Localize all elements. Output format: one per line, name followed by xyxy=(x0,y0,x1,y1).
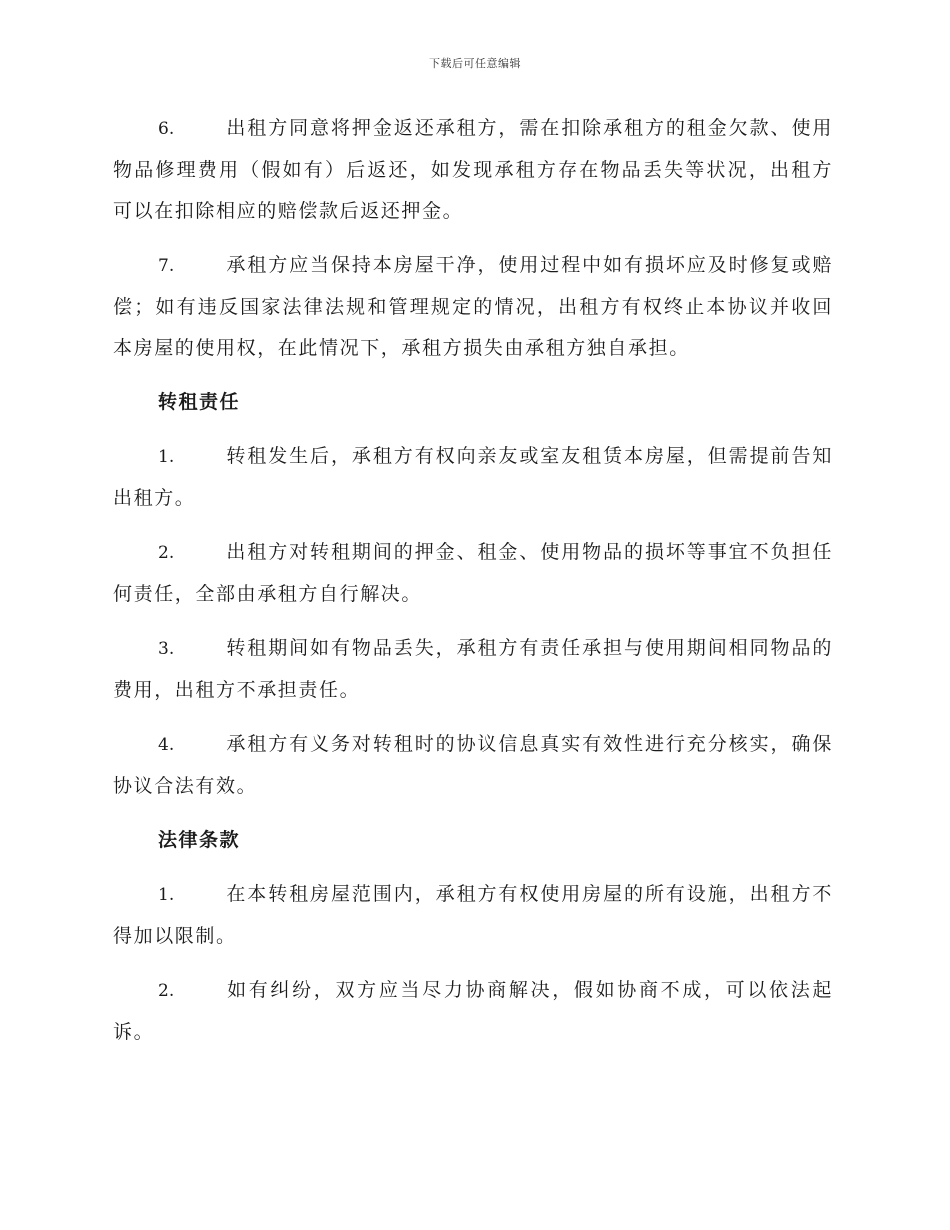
clause-text: 如有纠纷，双方应当尽力协商解决，假如协商不成，可以依法起诉。 xyxy=(113,979,833,1043)
clause-text: 转租期间如有物品丢失，承租方有责任承担与使用期间相同物品的费用，出租方不承担责任。 xyxy=(113,637,833,701)
section-title-legal: 法律条款 xyxy=(158,829,241,851)
clause-item xyxy=(113,436,833,519)
clause-text: 承租方应当保持本房屋干净，使用过程中如有损坏应及时修复或赔偿；如有违反国家法律法规和管理规定的情况，出租方有权终止本协议并收回本房屋的使用权，在此情况下，承租方损失由承租方独自承担。 xyxy=(113,254,833,359)
clause-number: 1. xyxy=(158,885,175,905)
clause-item xyxy=(113,108,833,232)
clause-number: 6. xyxy=(158,119,175,139)
clause-number: 4. xyxy=(158,735,175,755)
clause-item xyxy=(113,628,833,711)
clause-item xyxy=(113,245,833,369)
clause-item xyxy=(113,970,833,1053)
clause-text: 出租方同意将押金返还承租方，需在扣除承租方的租金欠款、使用物品修理费用（假如有）后返还，如发现承租方存在物品丢失等状况，出租方可以在扣除相应的赔偿款后返还押金。 xyxy=(113,117,833,222)
clause-item xyxy=(113,874,833,957)
clause-text: 出租方对转租期间的押金、租金、使用物品的损坏等事宜不负担任何责任，全部由承租方自行解决。 xyxy=(113,541,833,605)
clause-number: 7. xyxy=(158,256,175,276)
section-title-sublet: 转租责任 xyxy=(158,391,241,413)
clause-item xyxy=(113,532,833,615)
document-body xyxy=(113,108,833,1066)
clause-text: 在本转租房屋范围内，承租方有权使用房屋的所有设施，出租方不得加以限制。 xyxy=(113,883,833,947)
clause-text: 承租方有义务对转租时的协议信息真实有效性进行充分核实，确保协议合法有效。 xyxy=(113,733,833,797)
clause-number: 2. xyxy=(158,543,175,563)
clause-item xyxy=(113,724,833,807)
clause-number: 2. xyxy=(158,981,175,1001)
clause-number: 1. xyxy=(158,447,175,467)
clause-text: 转租发生后，承租方有权向亲友或室友租赁本房屋，但需提前告知出租方。 xyxy=(113,445,833,509)
header-note: 下载后可任意编辑 xyxy=(429,57,521,70)
clause-number: 3. xyxy=(158,639,175,659)
